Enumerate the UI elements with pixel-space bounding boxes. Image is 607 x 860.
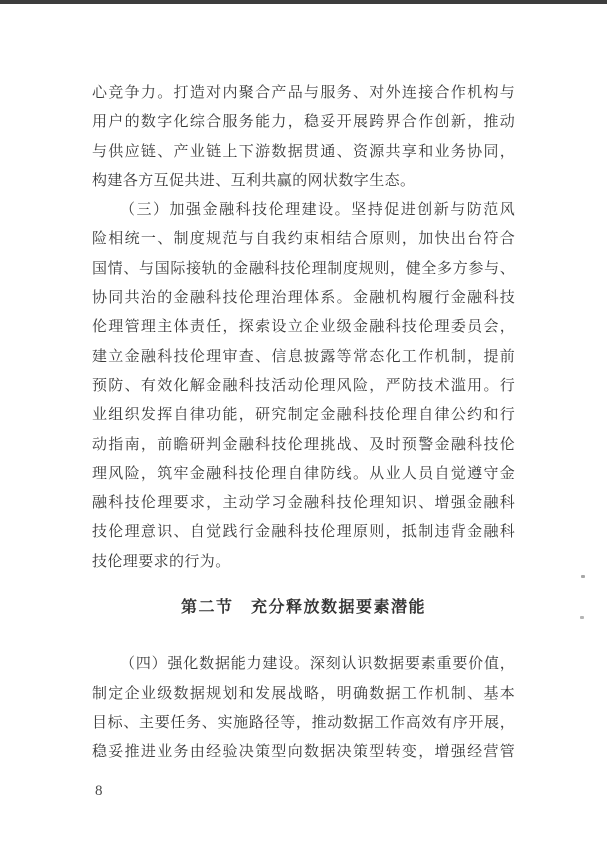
text-line: 融科技伦理要求，主动学习金融科技伦理知识、增强金融科 <box>92 495 515 512</box>
paragraph-first-line: （三）加强金融科技伦理建设。坚持促进创新与防范风 <box>120 202 515 219</box>
text-line: 与供应链、产业链上下游数据贯通、资源共享和业务协同， <box>92 143 515 160</box>
scan-edge-top <box>0 0 607 4</box>
text-line: 技伦理要求的行为。 <box>92 553 231 570</box>
scan-speck <box>581 575 585 578</box>
text-line: 制定企业级数据规划和发展战略，明确数据工作机制、基本 <box>92 685 515 702</box>
text-line: 目标、主要任务、实施路径等，推动数据工作高效有序开展， <box>92 714 515 731</box>
text-line: 心竞争力。打造对内聚合产品与服务、对外连接合作机构与 <box>92 85 515 101</box>
text-line: 动指南，前瞻研判金融科技伦理挑战、及时预警金融科技伦 <box>92 436 515 453</box>
text-line: 技伦理意识、自觉践行金融科技伦理原则，抵制违背金融科 <box>92 524 515 541</box>
text-line: 构建各方互促共进、互利共赢的网状数字生态。 <box>92 172 416 189</box>
text-column <box>92 79 515 768</box>
text-line: 稳妥推进业务由经验决策型向数据决策型转变，增强经营管 <box>92 744 515 761</box>
scan-speck <box>580 616 584 619</box>
text-line: 国情、与国际接轨的金融科技伦理制度规则，健全多方参与、 <box>92 260 515 277</box>
section-heading: 第二节 充分释放数据要素潜能 <box>180 599 426 617</box>
text-line: 理风险，筑牢金融科技伦理自律防线。从业人员自觉遵守金 <box>92 465 515 482</box>
text-line: 险相统一、制度规范与自我约束相结合原则，加快出台符合 <box>92 231 515 248</box>
page-number: 8 <box>95 783 103 799</box>
text-line: 用户的数字化综合服务能力，稳妥开展跨界合作创新，推动 <box>92 114 515 131</box>
paragraph-first-line: （四）强化数据能力建设。深刻认识数据要素重要价值， <box>120 656 515 673</box>
text-line: 协同共治的金融科技伦理治理体系。金融机构履行金融科技 <box>92 290 515 307</box>
text-line: 建立金融科技伦理审查、信息披露等常态化工作机制，提前 <box>92 348 515 365</box>
text-line: 预防、有效化解金融科技活动伦理风险，严防技术滥用。行 <box>92 377 515 394</box>
text-line: 业组织发挥自律功能，研究制定金融科技伦理自律公约和行 <box>92 407 515 424</box>
text-line: 伦理管理主体责任，探索设立企业级金融科技伦理委员会， <box>92 319 515 336</box>
